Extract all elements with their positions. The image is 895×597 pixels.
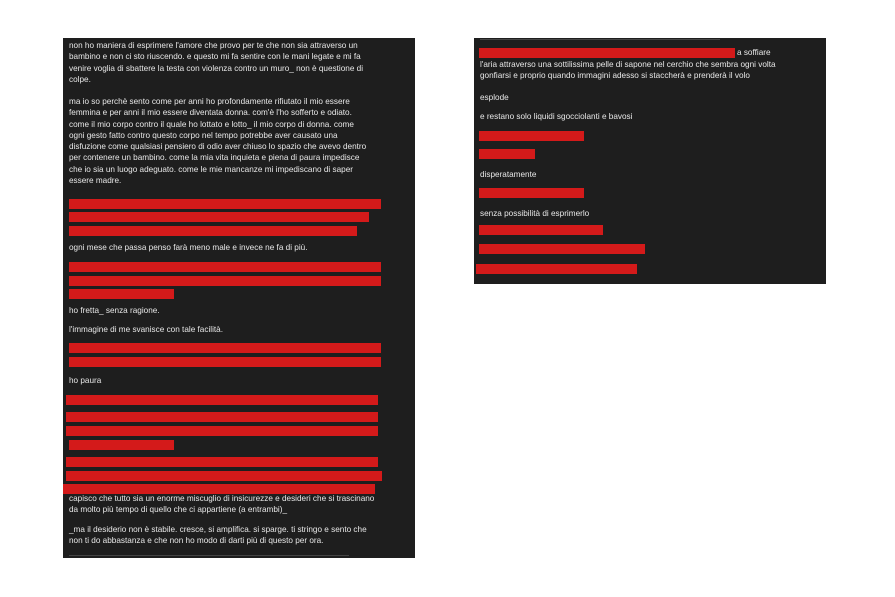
paragraph-understand: capisco che tutto sia un enorme miscuglio di insicurezze e desideri che si trascinano da molto più tempo di quello che ci appartiene (a entrambi)_ (69, 494, 375, 515)
paragraph-liquids: e restano solo liquidi sgocciolanti e bavosi (480, 112, 633, 121)
right-text-panel (474, 38, 826, 284)
redaction-bar (66, 471, 382, 481)
redaction-bar (66, 412, 378, 422)
paragraph-fear: ho paura (69, 376, 102, 385)
left-text-panel (63, 38, 415, 558)
redaction-bar (69, 357, 381, 367)
redaction-bar (479, 225, 603, 235)
paragraph-month: ogni mese che passa penso farà meno male e invece ne fa di più. (69, 243, 308, 252)
paragraph-desire: _ma il desiderio non è stabile. cresce, si amplifica. si sparge. ti stringo e sento che non ti do abbastanza e che non ho modo di darti più di questo per ora. (69, 525, 367, 546)
redaction-bar (66, 426, 378, 436)
redaction-bar (66, 395, 378, 405)
paragraph-desperately: disperatamente (480, 170, 537, 179)
redaction-bar (69, 343, 381, 353)
cut-text-line (480, 39, 720, 40)
redaction-bar (69, 440, 174, 450)
redaction-bar (69, 226, 357, 236)
redaction-bar (69, 212, 369, 222)
redaction-bar (479, 131, 584, 141)
redaction-bar (479, 48, 735, 58)
paragraph-hurry: ho fretta_ senza ragione. (69, 306, 160, 315)
paragraph-body: ma io so perchè sento come per anni ho profondamente rifiutato il mio essere femmina e per anni il mio essere diventata donna. com'è l'ho sofferto e odiato. come il mio corpo contro il quale ho lottato e lotto_ il mio corpo di donna. come ogni gesto fatto contro questo corpo nel tempo potrebbe aver causato una disfuzione come qualsiasi pensiero di odio aver chiuso lo spazio che avevo dentro per contenere un bambino. come la mia vita inquieta e piena di paura impedisce che io sia un luogo adeguato. come le mie mancanze mi impediscano di saper essere madre. (69, 97, 367, 186)
redaction-bar (476, 264, 637, 274)
redaction-bar (69, 262, 381, 272)
paragraph-explodes: esplode (480, 93, 509, 102)
first-line-tail: a soffiare (737, 48, 771, 57)
paragraph-no-possibility: senza possibilità di esprimerlo (480, 209, 590, 218)
paragraph-soap-bubble: l'aria attraverso una sottilissima pelle di sapone nel cerchio che sembra ogni volta gonfiarsi e proprio quando immagini adesso si staccherà e prenderà il volo (480, 60, 776, 81)
paragraph-image: l'immagine di me svanisce con tale facilità. (69, 325, 224, 334)
redaction-bar (66, 457, 378, 467)
paragraph-love: non ho maniera di esprimere l'amore che provo per te che non sia attraverso un bambino e non ci sto riuscendo. e questo mi fa sentire con le mani legate e mi fa venire voglia di sbattere la testa con violenza contro un muro_ non è questione di colpe. (69, 41, 364, 84)
redaction-bar (69, 199, 381, 209)
redaction-bar (479, 244, 645, 254)
cut-text-line (69, 555, 349, 556)
redaction-bar (69, 289, 174, 299)
redaction-bar (479, 149, 535, 159)
redaction-bar (479, 188, 584, 198)
redaction-bar (69, 276, 381, 286)
